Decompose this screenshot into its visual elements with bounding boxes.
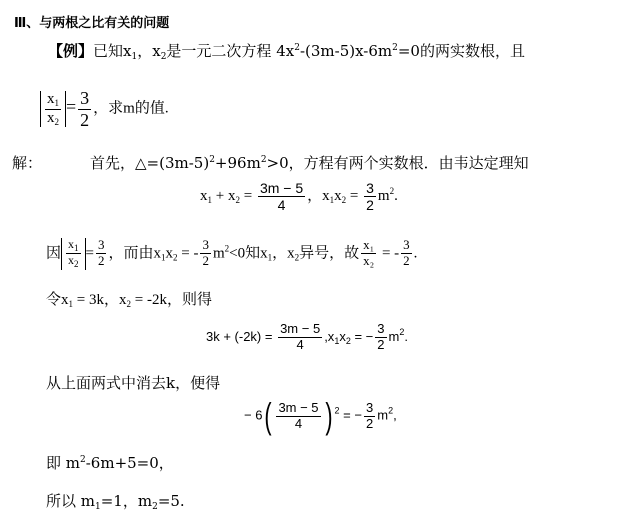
example-condition: $\frac{x_1}{x_2}$ = $\frac{3}{2}$ ，求m的值. (40, 88, 169, 130)
example-tag: 【例】 (48, 42, 94, 60)
example-statement: 【例】已知$x_1$，$x_2$是一元二次方程 $4x^2-(3m-5)x-6m^2=0$的两实数根，且 (48, 42, 525, 62)
solution-line-4: 令$x_1 = 3k$，$x_2 = -2k$，则得 (46, 292, 212, 309)
solution-line-9: 所以 $m_1=1$，$m_2=5$. (46, 492, 185, 512)
solution-line-7: − 6( $\frac{3m - 5}{4}$ ) $^2$ = − $\frac{3}{2}$ $m^2$, (244, 395, 397, 436)
vieta-formulas: $x_1 + x_2$ = $\frac{3m - 5}{4}$ ，$x_1x_2$ = $\frac{3}{2}$ $m^2$. (200, 180, 398, 214)
solution-line-8: 即 $m^2-6m+5=0$， (46, 454, 174, 472)
fraction-three-halves: $\frac{3}{2}$ (80, 88, 90, 130)
solution-line-1: 首先，$\triangle=(3m-5)^2+96m^2>0$，方程有两个实数根．由韦达定理知 (90, 154, 529, 172)
solution-line-5: 3k + (-2k) = $\frac{3m - 5}{4}$ $,x_1x_2$ = − $\frac{3}{2}$ $m^2$. (206, 321, 408, 352)
solution-line-3: 因 $\frac{x_1}{x_2}$ = $\frac{3}{2}$ ，而由$x_1x_2$ = - $\frac{3}{2}$ $m^2<0$知$x_1$，$x_2$异号，故 $\frac{\text{x₁}}{\text{x₂}}$ = - $\frac{3}{2}$ . (46, 237, 418, 270)
solution-label: 解： (12, 154, 43, 172)
solution-line-6: 从上面两式中消去k，便得 (46, 374, 221, 392)
abs-ratio: $\frac{x_1}{x_2}$ (40, 91, 66, 127)
section-heading: Ⅲ、与两根之比有关的问题 (14, 16, 170, 31)
